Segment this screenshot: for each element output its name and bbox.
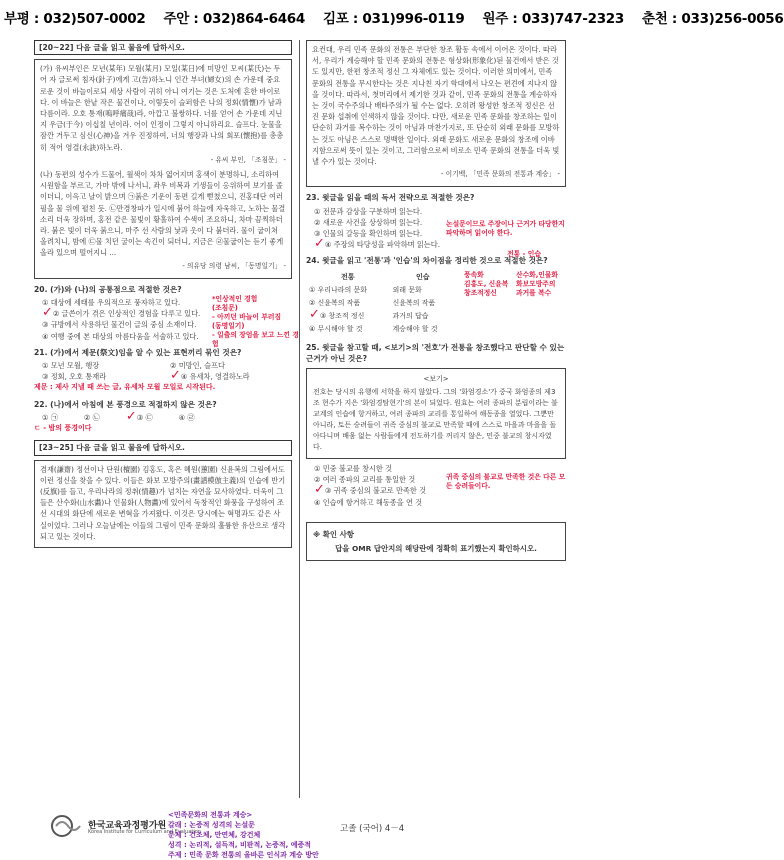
- passage-ga: (가) 유씨부인은 모년(某年) 모월(某月) 모일(某日)에 미망인 모씨(某氏)는 두어 자 글로써 침자(針子)에게 고(告)하노니 인간 부녀(婦女)의 손 가운데 중요로운 것이 바늘이로되 세상 사람이 귀히 아니 여기는 것은 도처에 흔한 바이로다. 이 바늘은 한낱 작은 물건이나, 이렇듯이 슬퍼함은 나의 정회(情懷)가 남과 다름이라. 오호 통재(嗚呼痛哉)라, 아깝고 불쌍하다. 너를 얻어 손 가운데 지닌 지 우금(于今) 이십칠 년이라. 어이 인정이 그렇지 아니하리요. 슬프다. 눈물을 잠깐 거두고 심신(心神)을 겨우 진정하여, 너의 행장과 나의 회포(懷抱)를 총총히 적어 영결(永訣)하노라.: [40, 64, 284, 152]
- check-mark-icon: ✓: [314, 482, 325, 498]
- q25-option-1[interactable]: ① 민중 불교를 창시한 것: [314, 464, 393, 474]
- q24-option-4[interactable]: ④ 무시해야 할 것 계승해야 할 것: [309, 325, 438, 334]
- exam-page: [34, 40, 566, 798]
- check-mark-icon: ✓: [125, 408, 137, 424]
- q20-option-4[interactable]: ④ 여행 중에 본 대상의 아름다움을 서술하고 있다.: [42, 331, 199, 341]
- q24-table: [306, 271, 456, 337]
- passage-box-right: [306, 40, 566, 187]
- phone-gimpo: 김포 : 031)996-0119: [323, 11, 465, 27]
- q24-annotation-custom: 산수화,인물화 화보모방주의 과거를 복수: [516, 270, 558, 297]
- q21-option-2[interactable]: ② 미망인, 슬프다: [170, 361, 225, 371]
- q24-option-1[interactable]: ① 우리나라의 문화 외래 문화: [309, 285, 422, 294]
- q23-option-3[interactable]: ③ 인물의 갈등을 확인하며 읽는다.: [314, 229, 423, 239]
- q24-annotation-tradition: 풍속화 김홍도, 신윤복 창조적정신: [464, 270, 509, 297]
- phone-banner: [0, 0, 784, 34]
- q20-annotation: *인상적인 경험 (조침문) - 아끼던 바늘이 부러짐 (동명일기) - 일출의 장엄을 보고 느낀 경험: [212, 295, 299, 349]
- bogi-text: 전호는 당시의 유행에 서학을 하지 않았다. 그의 '화엄경소'가 중국 화엄종의 제3조 현수가 지은 '화엄경탐현기'의 본이 되었다. 원효는 여러 종파의 분립이라는 불교계의 인습에 항거하고, 여러 종파의 교리를 통일하여 해동종을 열었다. 그뿐만 아니라, 토든 승려들이 귀족 중심의 불교로 만족할 때에 스스로 마을과 마을을 돌아다니며 배움 없는 사람들에게 전도하기를 꺼리지 않은, 민중 불교의 창시자였다.: [313, 388, 558, 452]
- passage-left-text: 겸재(謙齋) 정선이나 단원(檀園) 김홍도, 혹은 혜원(蕙園) 신윤복의 그림에서도 이런 정신을 찾을 수 있다. 이들은 화보 모방주의(畫譜模倣主義)의 인습에 반기(反旗)를 들고, 우리나라의 정취(情趣)가 넘치는 자연을 묘사하였다. 더욱이 그들은 산수화(山水畵)나 인물화(人物畵)에 있어서 독창적인 화풍을 구성하여 조선 시대의 화단에 새로운 변혁을 가져왔다. 이것은 당시에는 혁명과도 같은 사실이었다. 그러나 오늘날에는 이들의 그림이 민족 문화의 훌륭한 유산으로 생각되고 있는 것이다.: [40, 464, 286, 541]
- left-column: [34, 40, 299, 548]
- bogi-box: [306, 368, 566, 459]
- q23-option-2[interactable]: ② 새로운 사건을 상상하며 읽는다.: [314, 217, 423, 227]
- question-25: 25. 윗글을 참고할 때, <보기>의 '전호'가 전통을 창조했다고 판단할 수 있는 근거가 아닌 것은?: [306, 342, 565, 363]
- q21-annotation: 제문 : 제사 지낼 때 쓰는 글, 유세차 모월 모일로 시작된다.: [34, 383, 216, 392]
- notice-box: [306, 522, 566, 561]
- q22-option-1[interactable]: ① ㉠: [42, 412, 58, 422]
- q25-option-3[interactable]: ✓③ 귀족 중심의 불교로 만족한 것: [314, 482, 427, 498]
- check-mark-icon: ✓: [309, 307, 320, 323]
- q21-option-1[interactable]: ① 모년 모월, 행장: [42, 361, 100, 371]
- q24-head-tradition: 전통: [340, 272, 355, 281]
- institution-subtitle: Korea Institute for Curriculum and Evaluation: [88, 829, 201, 835]
- page-number: 고졸 (국어) 4－4: [340, 824, 405, 834]
- passage-box-left: [34, 460, 292, 548]
- q22-option-4[interactable]: ④ ㉣: [178, 412, 195, 422]
- q24-option-3[interactable]: ✓③ 창조적 정신 과거의 답습: [309, 307, 429, 323]
- q25-option-2[interactable]: ② 여러 종파의 교리를 통일한 것: [314, 475, 416, 485]
- phone-chuncheon: 춘천 : 033)256-0056: [642, 11, 784, 27]
- check-mark-icon: ✓: [314, 236, 325, 252]
- q20-option-3[interactable]: ③ 규방에서 사용하던 물건이 글의 중심 소재이다.: [42, 320, 197, 330]
- q21-option-3[interactable]: ③ 정회, 오호 통재라: [42, 372, 107, 382]
- source-na: - 의유당 의령 남씨, 「동명일기」 -: [182, 261, 286, 270]
- q25-annotation: 귀족 중심의 불교로 만족한 것은 다른 모든 승려들이다.: [446, 473, 566, 491]
- summary-style: 문체 : 건조체, 만연체, 강건체: [168, 831, 261, 839]
- phone-wonju: 원주 : 033)747-2323: [482, 11, 624, 27]
- question-20: 20. (가)와 (나)의 공통점으로 적절한 것은?: [34, 284, 182, 294]
- q21-option-4[interactable]: ✓④ 유세차, 영결하노라: [170, 368, 250, 384]
- column-divider: [299, 40, 300, 798]
- section-header-20-22: [20~22] 다음 글을 읽고 물음에 답하시오.: [34, 40, 292, 55]
- q20-option-1[interactable]: ① 대상에 세태를 우의적으로 풍자하고 있다.: [42, 298, 181, 308]
- check-mark-icon: ✓: [42, 305, 53, 321]
- q23-option-4[interactable]: ✓④ 주장의 타당성을 파악하며 읽는다.: [314, 236, 440, 252]
- passage-box-ga-na: [34, 59, 292, 279]
- notice-title: ※ 확인 사항: [313, 529, 354, 539]
- q24-annotation-head: 전통 - 인습: [507, 249, 541, 258]
- source-ga: - 유씨 부인, 「조침문」 -: [210, 155, 286, 164]
- q23-option-1[interactable]: ① 전문과 감상을 구분하며 읽는다.: [314, 206, 423, 216]
- institution-name: 한국교육과정평가원: [88, 821, 167, 831]
- check-mark-icon: ✓: [170, 368, 181, 384]
- question-24: 24. 윗글을 읽고 '전통'과 '인습'의 차이점을 정리한 것으로 적절한 것은?: [306, 256, 548, 266]
- q22-annotation: ㄷ - 밤의 풍경이다: [34, 424, 92, 433]
- q23-annotation: 논설문이므로 주장이나 근거가 타당한지 파악하며 읽어야 한다.: [446, 219, 565, 237]
- summary-notes: [168, 810, 319, 860]
- q24-head-custom: 인습: [415, 272, 430, 281]
- summary-title: <민족문화의 전통과 계승>: [168, 811, 253, 819]
- kice-logo-icon: [50, 814, 84, 838]
- question-22: 22. (나)에서 아침에 본 풍경으로 적절하지 않은 것은?: [34, 399, 217, 409]
- q24-option-2[interactable]: ② 신윤복의 작품 신윤복의 작품: [309, 299, 436, 308]
- passage-right-text: 요컨대, 우리 민족 문화의 전통은 부단한 창조 활동 속에서 이어온 것이다. 따라서, 우리가 계승해야 할 민족 문화의 전통은 형상화(形象化)된 물건에서 받은 것도 있지만, 한편 창조적 정신 그 자체에도 있는 것이다. 이러한 의미에서, 민족 문화의 전통을 무시한다는 것은 지나친 자기 학대에서 나오는 편견에 지나지 않을 것이다. 따라서, 첫머리에서 제기한 것과 같이, 민족 문화의 전통을 계승하자는 것이 국수주의나 배타주의가 될 수는 없다. 오히려 왕성한 창조적 정신은 선진 문화 섭취에 인색하지 않을 것이다. 다만, 새로운 민족 문화를 창조하는 일이 단순히 과거를 복수하는 것이 아님과 마찬가지로, 또 단순히 외래 문화를 모방하는 것도 아님은 스스로 명백한 일이다. 외래 문화도 새로운 문화의 창조에 이바지함으로써 뜻이 있는 것이고, 그러함으로써 비로소 민족 문화의 전통을 더욱 빛낼 수가 있는 것이다.: [312, 45, 560, 167]
- summary-theme: 주제 : 민족 문화 전통의 올바른 인식과 계승 방안: [168, 851, 319, 859]
- page-footer: [40, 808, 560, 859]
- phone-juan: 주안 : 032)864-6464: [163, 11, 305, 27]
- section-header-23-25: [23~25] 다음 글을 읽고 물음에 답하시오.: [34, 440, 292, 455]
- notice-text: 답을 OMR 답안지의 해당란에 정확히 표기했는지 확인하시오.: [335, 544, 537, 554]
- q22-option-3[interactable]: ✓③ ㉢: [125, 408, 153, 424]
- right-column: [306, 40, 566, 561]
- summary-genre: 갈래 : 논증적 성격의 논설문: [168, 821, 255, 829]
- passage-na: (나) 동편의 성수가 드물어, 월색이 차차 엷어지며 홍색이 분명하니, 소리하여 시원함을 부르고, 가마 밖에 나서니, 좌우 비복과 기생들이 옹위하여 보기를 졸이더니, 이윽고 날이 밝으며 ㉠붉은 기운이 동편 길게 뻗쳤으니, 진홍대단 여러 필을 물 위에 펼친 듯. ㉡만경창파가 일시에 붉어 하늘에 자욱하고, 노하는 물결 소리 더욱 장하며, 홍전 같은 물빛이 황홀하여 수색이 조요하니, 차마 끔찍하더라. 붉은 빛이 더욱 붉으니, 마주 선 사람의 낯과 옷이 다 붉더라. 물이 굽이쳐 올려치니, 밤에 ㉢물 치던 굴이는 속긴이 되더니, 지금은 ㉣물굽이는 듣기 좋게 올라 있으며 떨어지니 ...: [40, 170, 286, 258]
- summary-nature: 성격 : 논리적, 설득적, 비판적, 논증적, 예증적: [168, 841, 312, 849]
- q22-option-2[interactable]: ② ㉡: [83, 412, 100, 422]
- phone-bupyeong: 부평 : 032)507-0002: [4, 11, 146, 27]
- source-right: - 이기백, 「민족 문화의 전통과 계승」 -: [441, 170, 560, 179]
- q25-option-4[interactable]: ④ 인습에 항거하고 해동종을 연 것: [314, 497, 423, 507]
- bogi-title: <보기>: [423, 375, 449, 384]
- question-21: 21. (가)에서 제문(祭文)임을 알 수 있는 표현끼리 묶인 것은?: [34, 347, 242, 357]
- q20-option-2[interactable]: ✓② 글쓴이가 겪은 인상적인 경험을 다루고 있다.: [42, 305, 201, 321]
- question-23: 23. 윗글을 읽을 때의 독서 전략으로 적절한 것은?: [306, 193, 475, 203]
